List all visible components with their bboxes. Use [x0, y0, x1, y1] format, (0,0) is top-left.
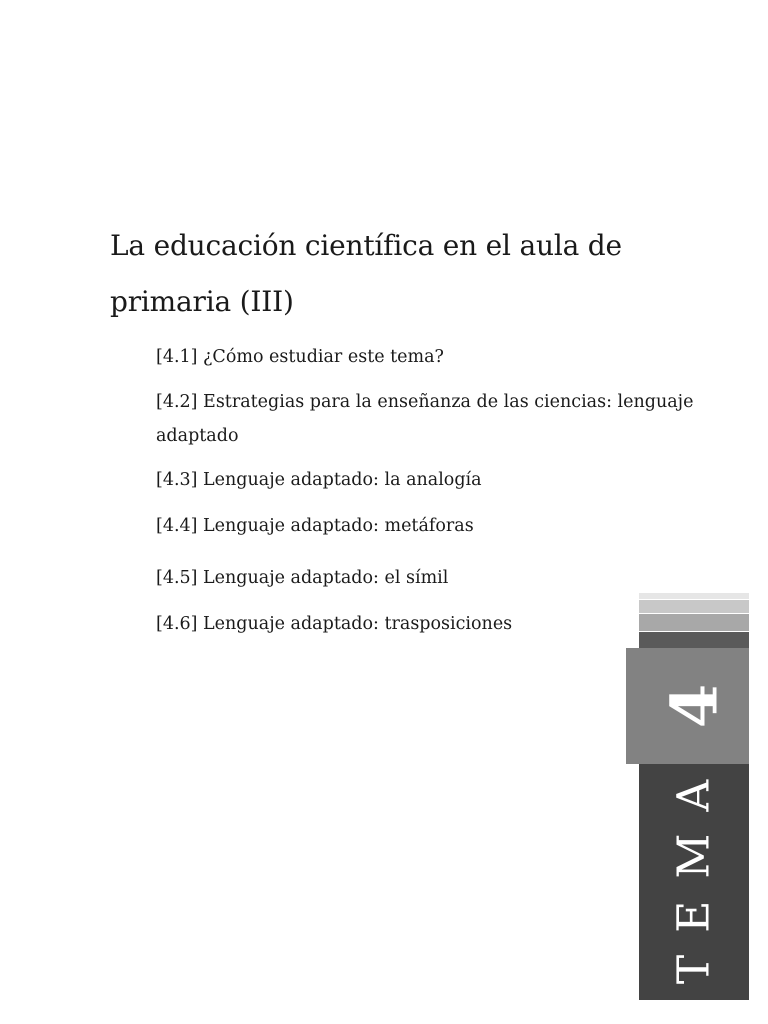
toc-item-4-2: [4.2] Estrategias para la enseñanza de las ciencias: lenguaje adaptado: [156, 392, 694, 446]
chapter-number: 4: [657, 683, 732, 729]
toc-item-4-5: [4.5] Lenguaje adaptado: el símil: [156, 568, 449, 588]
chapter-number-box: [626, 648, 749, 764]
tab-stripe-light: [639, 600, 749, 613]
toc-item-4-4: [4.4] Lenguaje adaptado: metáforas: [156, 516, 474, 536]
tab-stripe-medium: [639, 614, 749, 631]
chapter-label: TEMA: [668, 757, 720, 985]
toc-item-4-1: [4.1] ¿Cómo estudiar este tema?: [156, 347, 444, 367]
chapter-tab: [626, 593, 749, 1000]
page-title: La educación científica en el aula de primaria (III): [110, 229, 622, 318]
toc-item-4-3: [4.3] Lenguaje adaptado: la analogía: [156, 470, 482, 490]
tab-stripe-dark: [639, 632, 749, 648]
chapter-label-box: [639, 757, 749, 1000]
tab-stripe-lightest: [639, 593, 749, 599]
toc-item-4-6: [4.6] Lenguaje adaptado: trasposiciones: [156, 614, 513, 634]
